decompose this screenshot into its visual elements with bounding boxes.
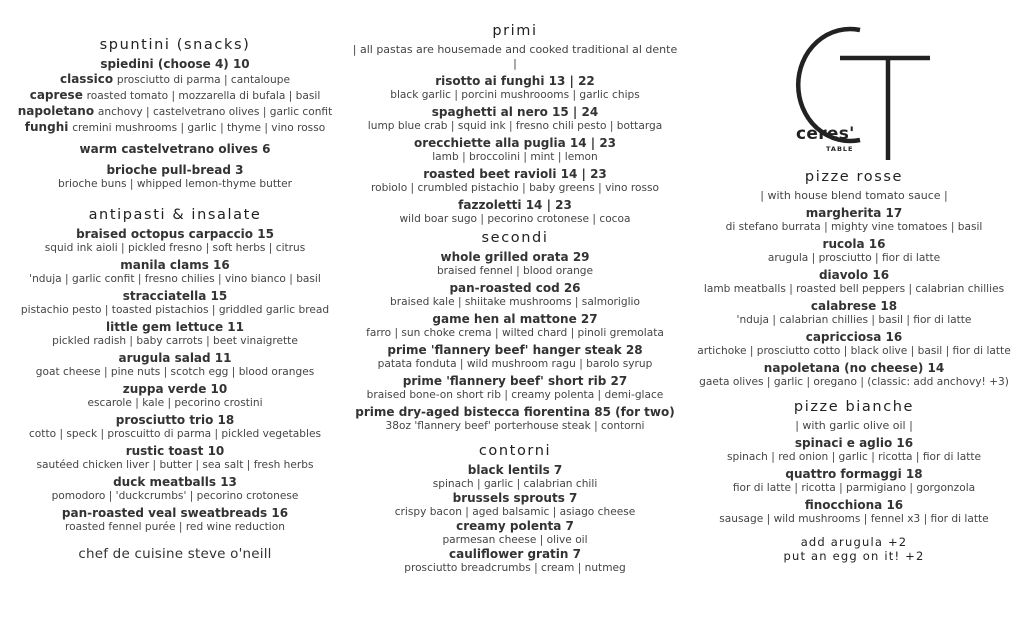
logo-name: ceres' xyxy=(796,124,855,144)
item-desc: arugula | prosciutto | fior di latte xyxy=(767,252,941,264)
option-name: napoletano xyxy=(17,104,95,118)
item-name: rucola 16 xyxy=(822,237,886,251)
menu-item xyxy=(350,250,680,278)
menu-item xyxy=(10,382,340,410)
item-desc: lamb | broccolini | mint | lemon xyxy=(432,151,598,163)
item-name: whole grilled orata 29 xyxy=(440,250,590,264)
item-desc: pickled radish | baby carrots | beet vinaigrette xyxy=(52,335,298,347)
item-desc: 'nduja | garlic confit | fresno chilies | vino bianco | basil xyxy=(29,273,321,285)
menu-item xyxy=(350,312,680,340)
item-desc: squid ink aioli | pickled fresno | soft herbs | citrus xyxy=(44,242,306,254)
ceres-table-logo xyxy=(772,8,942,168)
menu-item xyxy=(350,374,680,402)
item-desc: gaeta olives | garlic | oregano | (classic: add anchovy! +3) xyxy=(699,376,1009,388)
menu-item xyxy=(350,136,680,164)
spiedini-option xyxy=(10,104,340,120)
item-name: little gem lettuce 11 xyxy=(106,320,244,334)
item-name: prime dry-aged bistecca fiorentina 85 (for two) xyxy=(355,405,675,419)
item-desc: lump blue crab | squid ink | fresno chili pesto | bottarga xyxy=(367,120,663,132)
item-desc: spinach | red onion | garlic | ricotta | fior di latte xyxy=(726,451,982,463)
menu-item xyxy=(10,227,340,255)
item-name: prime 'flannery beef' hanger steak 28 xyxy=(387,343,643,357)
item-name: spaghetti al nero 15 | 24 xyxy=(431,105,599,119)
menu-item xyxy=(690,299,1018,327)
spiedini-option xyxy=(10,72,340,88)
item-desc: fior di latte | ricotta | parmigiano | gorgonzola xyxy=(732,482,976,494)
menu-item xyxy=(350,105,680,133)
menu-item xyxy=(690,436,1018,464)
section-title-pizze-rosse: pizze rosse xyxy=(804,169,904,185)
section-subtitle-pizze-rosse: | with house blend tomato sauce | xyxy=(760,189,948,202)
item-desc: robiolo | crumbled pistachio | baby greens | vino rosso xyxy=(371,182,659,194)
item-desc: braised bone-on short rib | creamy polenta | demi-glace xyxy=(366,389,664,401)
menu-item xyxy=(690,206,1018,234)
menu-item xyxy=(350,167,680,195)
item-desc: pistachio pesto | toasted pistachios | griddled garlic bread xyxy=(20,304,330,316)
menu-item xyxy=(10,258,340,286)
section-title-antipasti: antipasti & insalate xyxy=(88,207,262,223)
spiedini-option xyxy=(10,120,340,136)
item-desc: sausage | wild mushrooms | fennel x3 | fior di latte xyxy=(719,513,989,525)
addon-arugula: add arugula +2 xyxy=(800,535,908,549)
item-desc: artichoke | prosciutto cotto | black olive | basil | fior di latte xyxy=(697,345,1011,357)
menu-item xyxy=(350,463,680,491)
item-name: braised octopus carpaccio 15 xyxy=(76,227,274,241)
column-left xyxy=(10,36,340,562)
item-desc: escarole | kale | pecorino crostini xyxy=(87,397,263,409)
item-name: capricciosa 16 xyxy=(805,330,903,344)
menu-item xyxy=(350,281,680,309)
item-name: game hen al mattone 27 xyxy=(432,312,598,326)
menu-item xyxy=(10,289,340,317)
item-desc: parmesan cheese | olive oil xyxy=(442,534,588,546)
item-name: prosciutto trio 18 xyxy=(115,413,235,427)
item-name: pan-roasted veal sweatbreads 16 xyxy=(61,506,289,520)
item-desc: prosciutto breadcrumbs | cream | nutmeg xyxy=(404,562,626,574)
item-name-olives: warm castelvetrano olives 6 xyxy=(79,142,271,156)
item-desc: wild boar sugo | pecorino crotonese | cocoa xyxy=(399,213,631,225)
item-name: duck meatballs 13 xyxy=(113,475,237,489)
item-name: fazzoletti 14 | 23 xyxy=(458,198,572,212)
menu-item xyxy=(690,361,1018,389)
section-title-primi: primi xyxy=(492,23,538,39)
section-title-pizze-bianche: pizze bianche xyxy=(793,399,915,415)
item-desc: di stefano burrata | mighty vine tomatoes | basil xyxy=(725,221,983,233)
menu-item xyxy=(10,506,340,534)
item-name: brussels sprouts 7 xyxy=(452,491,578,505)
menu-item xyxy=(350,198,680,226)
item-desc: goat cheese | pine nuts | scotch egg | blood oranges xyxy=(35,366,315,378)
item-name: orecchiette alla puglia 14 | 23 xyxy=(413,136,617,150)
item-name: roasted beet ravioli 14 | 23 xyxy=(423,167,607,181)
item-name: pan-roasted cod 26 xyxy=(449,281,581,295)
menu-item xyxy=(10,351,340,379)
item-name: finocchiona 16 xyxy=(804,498,904,512)
item-desc: braised kale | shiitake mushrooms | salmoriglio xyxy=(390,296,640,308)
option-desc: roasted tomato | mozzarella di bufala | basil xyxy=(86,90,321,102)
item-name: creamy polenta 7 xyxy=(456,519,574,533)
item-desc: roasted fennel purée | red wine reduction xyxy=(65,521,285,533)
chef-credit: chef de cuisine steve o'neill xyxy=(78,546,272,562)
item-name: prime 'flannery beef' short rib 27 xyxy=(402,374,628,388)
menu-item xyxy=(10,163,340,191)
item-desc: black garlic | porcini mushroooms | garlic chips xyxy=(390,89,640,101)
item-name: black lentils 7 xyxy=(467,463,563,477)
item-name: cauliflower gratin 7 xyxy=(449,547,581,561)
section-subtitle-pizze-bianche: | with garlic olive oil | xyxy=(795,419,913,432)
option-desc: cremini mushrooms | garlic | thyme | vino rosso xyxy=(72,122,326,134)
item-desc: lamb meatballs | roasted bell peppers | calabrian chillies xyxy=(703,283,1005,295)
option-name: funghi xyxy=(24,120,69,134)
item-name: risotto ai funghi 13 | 22 xyxy=(435,74,595,88)
item-name: napoletana (no cheese) 14 xyxy=(763,361,945,375)
section-subtitle-primi: | all pastas are housemade and cooked traditional al dente | xyxy=(352,43,678,70)
section-title-secondi: secondi xyxy=(481,230,549,246)
section-title-contorni: contorni xyxy=(478,443,552,459)
addon-egg: put an egg on it! +2 xyxy=(783,549,925,563)
item-desc: farro | sun choke crema | wilted chard | pinoli gremolata xyxy=(366,327,664,339)
item-desc: crispy bacon | aged balsamic | asiago cheese xyxy=(394,506,636,518)
item-name: rustic toast 10 xyxy=(125,444,225,458)
item-name: margherita 17 xyxy=(805,206,903,220)
option-desc: prosciutto di parma | cantaloupe xyxy=(116,74,290,86)
item-name: diavolo 16 xyxy=(818,268,890,282)
menu-item xyxy=(690,268,1018,296)
menu-item xyxy=(690,237,1018,265)
item-desc: 38oz 'flannery beef' porterhouse steak | contorni xyxy=(385,420,645,432)
option-desc: anchovy | castelvetrano olives | garlic confit xyxy=(97,106,333,118)
menu-item xyxy=(350,547,680,575)
menu-item xyxy=(690,498,1018,526)
item-desc: sautéed chicken liver | butter | sea salt | fresh herbs xyxy=(36,459,314,471)
menu-item xyxy=(10,320,340,348)
menu-item xyxy=(350,491,680,519)
item-name: arugula salad 11 xyxy=(118,351,232,365)
item-name: manila clams 16 xyxy=(120,258,230,272)
spiedini-option xyxy=(10,88,340,104)
menu-item xyxy=(10,444,340,472)
item-name: brioche pull-bread 3 xyxy=(106,163,244,177)
menu-item xyxy=(690,467,1018,495)
item-desc: patata fonduta | wild mushroom ragu | barolo syrup xyxy=(377,358,653,370)
menu-item xyxy=(690,330,1018,358)
item-desc: braised fennel | blood orange xyxy=(436,265,594,277)
menu-item xyxy=(350,519,680,547)
section-title-spuntini: spuntini (snacks) xyxy=(99,37,251,53)
item-desc: 'nduja | calabrian chillies | basil | fior di latte xyxy=(736,314,972,326)
item-name: stracciatella 15 xyxy=(122,289,228,303)
menu-item xyxy=(350,405,680,433)
column-middle xyxy=(350,22,680,575)
column-right xyxy=(690,168,1018,563)
item-desc: cotto | speck | proscuitto di parma | pickled vegetables xyxy=(28,428,321,440)
item-desc: spinach | garlic | calabrian chili xyxy=(432,478,598,490)
item-name: calabrese 18 xyxy=(810,299,898,313)
item-name: quattro formaggi 18 xyxy=(785,467,923,481)
item-desc: pomodoro | 'duckcrumbs' | pecorino crotonese xyxy=(51,490,299,502)
menu-item xyxy=(350,343,680,371)
menu-item xyxy=(10,413,340,441)
item-desc: brioche buns | whipped lemon-thyme butter xyxy=(57,178,293,190)
menu-item xyxy=(10,475,340,503)
option-name: caprese xyxy=(29,88,83,102)
logo-sub: TABLE xyxy=(826,145,854,153)
menu-item xyxy=(350,74,680,102)
item-name: spinaci e aglio 16 xyxy=(794,436,914,450)
item-name-spiedini: spiedini (choose 4) 10 xyxy=(100,57,250,71)
option-name: classico xyxy=(59,72,114,86)
item-name: zuppa verde 10 xyxy=(122,382,228,396)
